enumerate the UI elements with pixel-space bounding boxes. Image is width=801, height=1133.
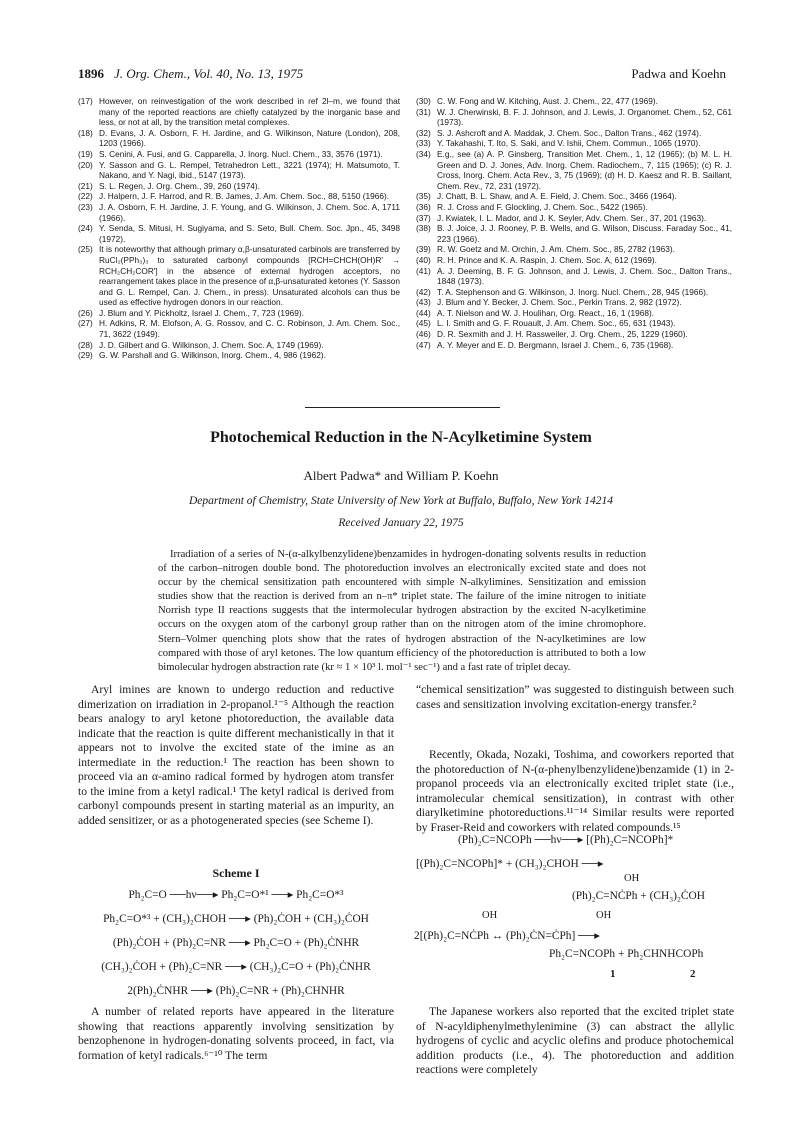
scheme-line: Ph₂C=O*³ + (CH₃)₂CHOH ──▸ (Ph)₂ĊOH + (CH₃)₂ĊOH [103,913,369,925]
reference-text: J. Kwiatek, I. L. Mador, and J. K. Seyler, Adv. Chem. Ser., 37, 201 (1963). [437,212,707,223]
reference-number: (42) [416,286,431,297]
running-authors: Padwa and Koehn [631,66,726,81]
reference-number: (17) [78,96,93,106]
reference-entry [416,318,732,329]
reference-number: (44) [416,307,431,318]
section-divider [305,407,500,408]
body-paragraph-continued: “chemical sensitization” was suggested to distinguish between such cases and sensitization involving excitation-energy transfer.² [416,683,734,711]
reference-text: S. Cenini, A. Fusi, and G. Capparella, J. Inorg. Nucl. Chem., 33, 3576 (1971). [99,148,383,159]
article-title: Photochemical Reduction in the N-Acylketimine System [210,429,592,446]
reaction-line: [(Ph)₂C=NCOPh]* + (CH₃)₂CHOH ──▸ [416,858,604,870]
reference-text: C. W. Fong and W. Kitching, Aust. J. Chem., 22, 477 (1969). [437,96,658,106]
reference-text: J. A. Osborn, F. H. Jardine, J. F. Young, and G. Wilkinson, J. Chem. Soc. A, 1711 (1966). [99,201,400,223]
reference-number: (37) [416,212,431,223]
reference-number: (36) [416,201,431,212]
reference-text: A. Y. Meyer and E. D. Bergmann, Israel J. Chem., 6, 735 (1968). [437,339,674,350]
references-right-column [416,96,732,350]
reference-entry [78,223,400,244]
reference-text: G. W. Parshall and G. Wilkinson, Inorg. Chem., 4, 986 (1962). [99,350,326,361]
reference-text: D. Evans, J. A. Osborn, F. H. Jardine, and G. Wilkinson, Nature (London), 208, 1203 (1966). [99,127,400,149]
reference-text: However, on reinvestigation of the work described in ref 2l–m, we found that many of the reported reactions are chiefly catalyzed by the inorganic base and less, or not at all, by the transition metal complexes. [99,96,400,128]
compound-label: 2 [690,968,696,980]
reference-entry [416,191,732,202]
reference-text: R. H. Prince and K. A. Raspin, J. Chem. Soc. A, 612 (1969). [437,254,657,265]
reference-number: (31) [416,106,431,117]
reference-number: (29) [78,350,93,361]
reference-number: (43) [416,297,431,308]
reference-number: (30) [416,96,431,106]
reference-number: (18) [78,127,93,138]
reference-text: E.g., see (a) A. P. Ginsberg, Transition Met. Chem., 1, 12 (1965); (b) M. L. H. Green and D. J. Jones, Adv. Inorg. Chem. Radiochem., 7, 115 (1965); (c) R. J. Cross, Inorg. Chem. Acta Rev., 3, 75 (1969); (d) H. D. Kaesz and R. B. Saillant, Chem. Rev., 72, 231 (1972). [437,148,732,191]
reaction-line: 2[(Ph)₂C=NĊPh ↔ (Ph)₂ĊN=ĊPh] ──▸ [414,930,600,942]
reference-text: H. Adkins, R. M. Elofson, A. G. Rossov, and C. C. Robinson, J. Am. Chem. Soc., 71, 3622 (1949). [99,318,400,340]
received-date: Received January 22, 1975 [338,517,464,529]
reference-number: (45) [416,318,431,329]
reference-number: (21) [78,180,93,191]
reference-entry [416,255,732,266]
reference-entry [78,318,400,339]
reference-number: (24) [78,223,93,234]
scheme-heading: Scheme I [212,866,260,880]
reference-entry [416,287,732,298]
reference-text: J. D. Gilbert and G. Wilkinson, J. Chem. Soc. A, 1749 (1969). [99,339,324,350]
scheme-line: (Ph)₂ĊOH + (Ph)₂C=NR ──▸ Ph₂C=O + (Ph)₂ĊNHR [112,937,360,949]
reference-entry [78,202,400,223]
reference-text: Y. Takahashi, T. Ito, S. Saki, and V. Ishii, Chem. Commun., 1065 (1970). [437,138,701,149]
reference-text: L. I. Smith and G. F. Rouault, J. Am. Chem. Soc., 65, 631 (1943). [437,318,676,329]
reference-text: J. Blum and Y. Becker, J. Chem. Soc., Perkin Trans. 2, 982 (1972). [437,297,682,308]
reference-number: (47) [416,339,431,350]
compound-label: 1 [610,968,616,980]
reference-entry [78,96,400,128]
reference-number: (41) [416,265,431,276]
page-header [78,66,726,84]
body-paragraph-related: A number of related reports have appeared in the literature showing that reactions apparently involving sensitization by benzophenone in hydrogen-donating solvents proceed, in fact, via formation of ketyl radicals.⁶⁻¹⁰ The term [78,1005,394,1062]
reference-text: A. T. Nielson and W. J. Houlihan, Org. React., 16, 1 (1968). [437,307,655,318]
references-left-column [78,96,400,361]
reference-entry [78,340,400,351]
reference-number: (22) [78,191,93,202]
reference-entry [416,149,732,191]
reference-entry [416,213,732,224]
reference-entry [78,149,400,160]
reference-number: (32) [416,127,431,138]
reference-text: W. J. Cherwinski, B. F. J. Johnson, and J. Lewis, J. Organomet. Chem., 52, C61 (1973). [437,106,732,128]
page-number: 1896 [78,66,104,81]
body-paragraph-japanese: The Japanese workers also reported that the excited triplet state of N-acyldiphenylmethylenimine (3) can abstract the allylic hydrogens of cyclic and acyclic olefins and produce photochemical addition products (i.e., 4). The photoreduction and addition reactions were completely [416,1005,734,1076]
reference-number: (46) [416,329,431,340]
reference-number: (28) [78,339,93,350]
reference-number: (39) [416,244,431,255]
reference-number: (40) [416,254,431,265]
scheme-line: (CH₃)₂ĊOH + (Ph)₂C=NR ──▸ (CH₃)₂C=O + (Ph)₂ĊNHR [101,961,371,973]
reaction-line: (Ph)₂C=NĊPh + (CH₃)₂ĊOH [572,890,705,902]
reference-text: J. Blum and Y. Pickholtz, Israel J. Chem., 7, 723 (1969). [99,307,304,318]
reference-text: S. L. Regen, J. Org. Chem., 39, 260 (1974). [99,180,260,191]
reference-entry [416,297,732,308]
reference-text: R. W. Goetz and M. Orchin, J. Am. Chem. Soc., 85, 2782 (1963). [437,244,675,255]
abstract: Irradiation of a series of N-(α-alkylbenzylidene)benzamides in hydrogen-donating solvents results in reduction of the carbon–nitrogen double bond. The photoreduction involves an electronically excited state and does not occur by the chemical sensitization path encountered with simple N-alkylimines. Sensitization and emission studies show that the reaction is derived from an n–π* triplet state. The failure of the imine nitrogen to initiate Norrish type II reactions suggests that the intermolecular hydrogen abstraction by the excited N-acylketimine occurs on the oxygen atom of the carbonyl group rather than on the nitrogen atom of the imine chromophore. Stern–Volmer quenching plots show that the rates of hydrogen abstraction of the N-acylketimines are low compared with those of aryl ketones. The low quantum efficiency of the photoreduction is attributed to both a low bimolecular hydrogen abstraction rate (kr ≈ 1 × 10³ l. mol⁻¹ sec⁻¹) and a fast rate of triplet decay. [158,549,646,673]
body-paragraph-intro: Aryl imines are known to undergo reduction and reductive dimerization on irradiation in 2-propanol.¹⁻⁵ Although the reaction bears analogy to aryl ketone photoreduction, the available data indicate that the reaction is quite different mechanistically in that it appears not to involve the excited state of the imine as an intermediate in the reduction.¹ The reaction has been shown to proceed via an α-amino radical formed by hydrogen atom transfer to the imine from a ketyl radical.¹ The ketyl radical is derived from carbonyl compounds present in starting material as an impurity, an added sensitizer, or as a photogenerated species (see Scheme I). [78,683,394,827]
reference-entry [78,181,400,192]
body-paragraph-okada: Recently, Okada, Nozaki, Toshima, and coworkers reported that the photoreduction of N-(α-phenylbenzylidene)benzamide (1) in 2-propanol proceeds via an electronically excited triplet state (i.e., intramolecular chemical sensitization), in contrast with other diarylketimine photoreductions.¹¹⁻¹⁴ Similar results were reported by Fraser-Reid and coworkers with related compounds.¹⁵ [416,748,734,834]
reference-text: It is noteworthy that although primary α,β-unsaturated carbinols are transferred by RuCl₂(PPh₃)₃ to saturated carbonyl compounds [RCH=CHCH(OH)R' → RCH₂CH₂COR'] in the absence of external hydrogen acceptors, no rearrangement takes place in the presence of α,β-unsaturated ketones (Y. Sasson and G. L. Rempel, Can. J. Chem., in press). Unsaturated alcohols can thus be used as effective hydrogen donors in our reaction. [99,244,400,308]
reference-number: (23) [78,201,93,212]
hydroxyl-label: OH [482,910,498,921]
reference-entry [78,128,400,149]
reference-number: (20) [78,159,93,170]
reference-entry [416,107,732,128]
reference-entry [416,223,732,244]
reference-entry [78,160,400,181]
reference-number: (33) [416,138,431,149]
reference-text: J. Chatt, B. L. Shaw, and A. E. Field, J. Chem. Soc., 3466 (1964). [437,191,677,202]
reference-entry [78,244,400,308]
reference-text: D. R. Sexmith and J. H. Rassweiler, J. Org. Chem., 25, 1229 (1960). [437,329,688,340]
reference-number: (38) [416,223,431,234]
reference-number: (35) [416,191,431,202]
reference-entry [416,340,732,351]
reference-text: Y. Sasson and G. L. Rempel, Tetrahedron Lett., 3221 (1974); H. Matsumoto, T. Nakano, and Y. Nagi, ibid., 5147 (1973). [99,159,400,181]
reference-text: B. J. Joice, J. J. Rooney, P. B. Wells, and G. Wilson, Discuss. Faraday Soc., 41, 223 (1966). [437,223,732,244]
reference-entry [416,266,732,287]
reaction-line: (Ph)₂C=NCOPh ──hν──▸ [(Ph)₂C=NCOPh]* [458,834,674,846]
reference-entry [78,308,400,319]
reference-entry [416,308,732,319]
reference-number: (26) [78,307,93,318]
reference-entry [78,191,400,202]
reference-entry [416,202,732,213]
reference-text: A. J. Deeming, B. F. G. Johnson, and J. Lewis, J. Chem. Soc., Dalton Trans., 1848 (1973). [437,265,732,287]
reference-text: T. A. Stephenson and G. Wilkinson, J. Inorg. Nucl. Chem., 28, 945 (1966). [437,286,709,297]
reference-text: Y. Senda, S. Mitusi, H. Sugiyama, and S. Seto, Bull. Chem. Soc. Jpn., 45, 3498 (1972). [99,223,400,244]
reference-entry [416,244,732,255]
reference-entry [416,128,732,139]
reference-entry [416,138,732,149]
scheme-line: Ph₂C=O ──hν──▸ Ph₂C=O*¹ ──▸ Ph₂C=O*³ [128,889,344,901]
reference-entry [78,350,400,361]
reference-text: J. Halpern, J. F. Harrod, and R. B. James, J. Am. Chem. Soc., 88, 5150 (1966). [99,191,390,202]
reference-text: R. J. Cross and F. Glockling, J. Chem. Soc., 5422 (1965). [437,201,648,212]
reference-number: (34) [416,148,431,159]
reference-entry [416,96,732,107]
reference-number: (25) [78,244,93,255]
hydroxyl-label: OH [624,873,640,884]
author-affiliation: Department of Chemistry, State University of New York at Buffalo, Buffalo, New York 14214 [188,495,613,507]
hydroxyl-label: OH [596,910,612,921]
journal-citation: J. Org. Chem., Vol. 40, No. 13, 1975 [114,66,304,81]
article-authors: Albert Padwa* and William P. Koehn [303,468,499,483]
reference-text: S. J. Ashcroft and A. Maddak, J. Chem. Soc., Dalton Trans., 462 (1974). [437,127,702,138]
scheme-line: 2(Ph)₂ĊNHR ──▸ (Ph)₂C=NR + (Ph)₂CHNHR [127,985,345,997]
reference-number: (27) [78,318,93,329]
reaction-line: Ph₂C=NCOPh + Ph₂CHNHCOPh [549,948,704,960]
reference-entry [416,329,732,340]
reference-number: (19) [78,148,93,159]
